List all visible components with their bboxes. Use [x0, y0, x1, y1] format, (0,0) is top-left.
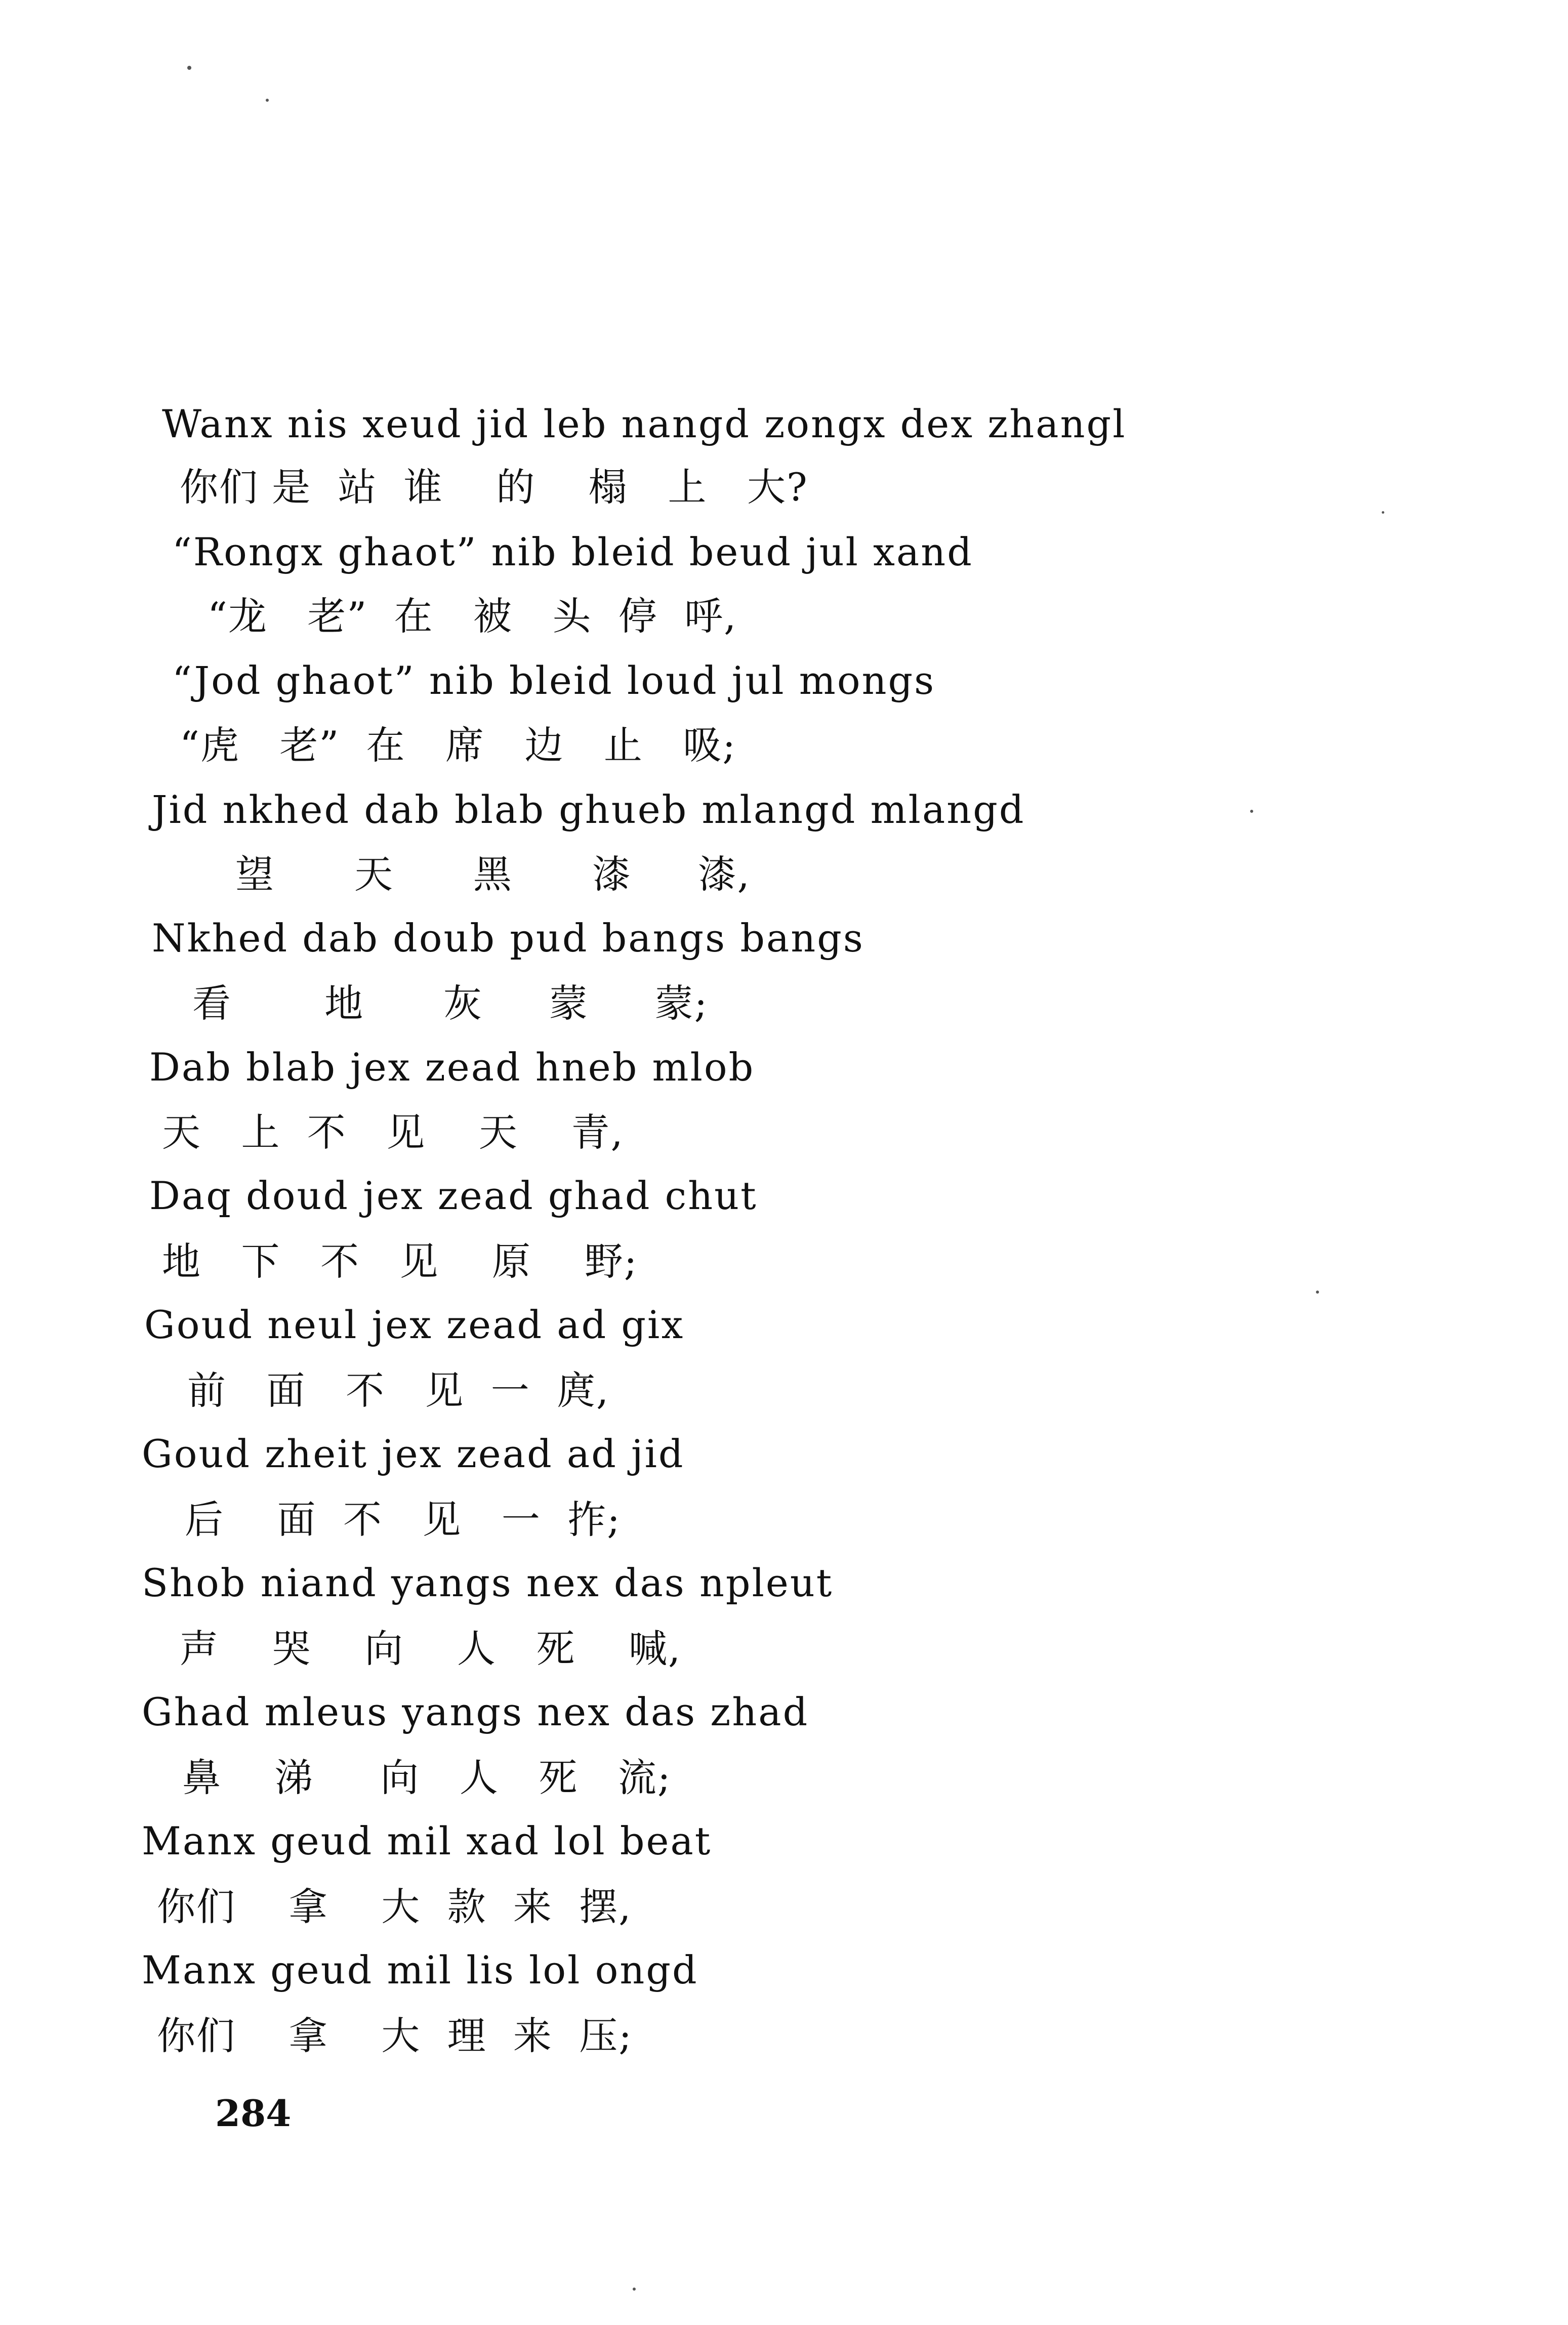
chinese-gloss-line-12: 你们 拿 大 款 来 摆,	[157, 1884, 632, 1929]
print-speck	[1316, 1291, 1319, 1294]
chinese-gloss-line-10: 声 哭 向 人 死 喊,	[180, 1626, 682, 1671]
romanized-line-6: Dab blab jex zead hneb mlob	[149, 1045, 755, 1090]
chinese-gloss-line-1: 你们 是 站 谁 的 榻 上 大?	[180, 465, 808, 510]
print-speck	[266, 99, 269, 102]
chinese-gloss-line-4: 望 天 黑 漆 漆,	[235, 852, 751, 897]
romanized-line-2: “Rongx ghaot” nib bleid beud jul xand	[172, 529, 973, 574]
romanized-line-11: Ghad mleus yangs nex das zhad	[142, 1689, 809, 1734]
print-speck	[633, 2288, 636, 2291]
romanized-line-12: Manx geud mil xad lol beat	[142, 1818, 712, 1863]
romanized-line-10: Shob niand yangs nex das npleut	[142, 1560, 834, 1605]
page-number: 284	[215, 2092, 292, 2135]
romanized-line-13: Manx geud mil lis lol ongd	[142, 1947, 698, 1992]
chinese-gloss-line-2: “龙 老” 在 被 头 停 呼,	[208, 594, 737, 639]
chinese-gloss-line-9: 后 面 不 见 一 拃;	[185, 1497, 621, 1542]
chinese-gloss-line-5: 看 地 灰 蒙 蒙;	[192, 981, 709, 1026]
print-speck	[187, 66, 191, 70]
romanized-line-1: Wanx nis xeud jid leb nangd zongx dex zhangl	[162, 401, 1127, 446]
romanized-line-9: Goud zheit jex zead ad jid	[142, 1431, 685, 1476]
chinese-gloss-line-3: “虎 老” 在 席 边 止 吸;	[180, 723, 737, 768]
print-speck	[1382, 511, 1384, 514]
romanized-line-3: “Jod ghaot” nib bleid loud jul mongs	[172, 658, 936, 703]
romanized-line-5: Nkhed dab doub pud bangs bangs	[152, 916, 864, 961]
romanized-line-7: Daq doud jex zead ghad chut	[149, 1173, 758, 1218]
print-speck	[1250, 810, 1253, 813]
chinese-gloss-line-7: 地 下 不 见 原 野;	[162, 1239, 638, 1284]
chinese-gloss-line-13: 你们 拿 大 理 来 压;	[157, 2013, 633, 2058]
romanized-line-4: Jid nkhed dab blab ghueb mlangd mlangd	[152, 787, 1025, 832]
chinese-gloss-line-11: 鼻 涕 向 人 死 流;	[182, 1755, 672, 1800]
chinese-gloss-line-6: 天 上 不 见 天 青,	[162, 1110, 624, 1155]
romanized-line-8: Goud neul jex zead ad gix	[144, 1302, 685, 1347]
chinese-gloss-line-8: 前 面 不 见 一 庹,	[187, 1368, 610, 1413]
